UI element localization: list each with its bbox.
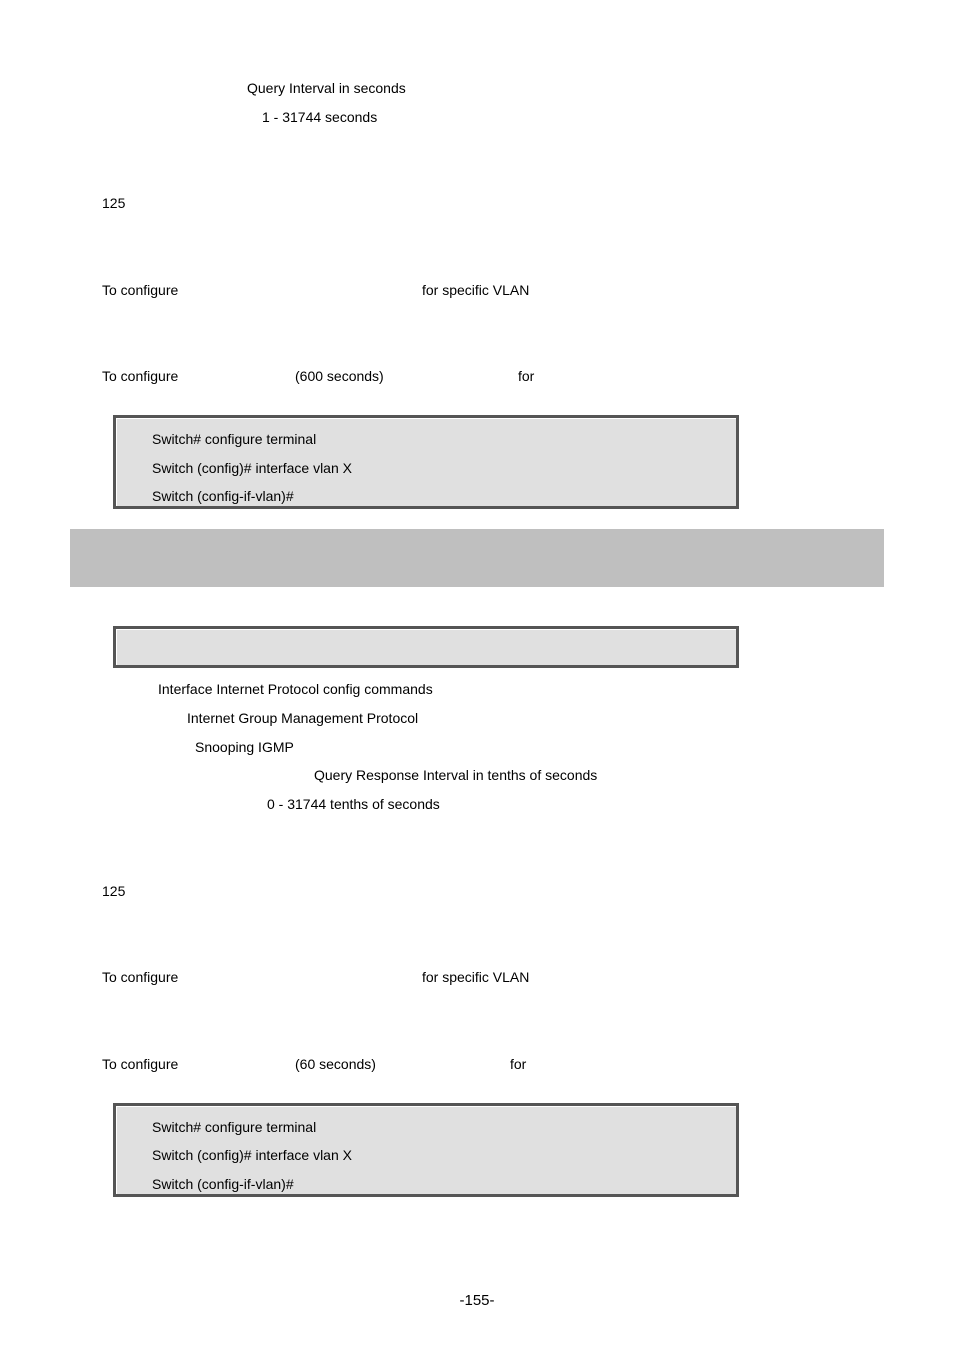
example-prefix: To configure bbox=[102, 1056, 179, 1072]
code-line: Switch (config-if-vlan)# bbox=[152, 488, 294, 504]
example-for: for bbox=[518, 368, 535, 384]
code-line: Switch (config)# interface vlan X bbox=[152, 1147, 352, 1163]
code-line: Switch (config)# interface vlan X bbox=[152, 460, 352, 476]
code-line: Switch# configure terminal bbox=[152, 1119, 317, 1135]
code-line: Switch (config-if-vlan)# bbox=[152, 1176, 294, 1192]
usage-prefix: To configure bbox=[102, 969, 179, 985]
param-description: Interface Internet Protocol config commands bbox=[158, 681, 433, 697]
section-heading-band bbox=[70, 529, 884, 587]
param-range: 0 - 31744 tenths of seconds bbox=[267, 796, 440, 812]
param-description: Snooping IGMP bbox=[195, 739, 294, 755]
example-value: (60 seconds) bbox=[295, 1056, 376, 1072]
default-value: 125 bbox=[102, 883, 126, 899]
example-code-box bbox=[113, 1103, 739, 1197]
param-description: Query Interval in seconds bbox=[247, 80, 406, 96]
usage-suffix: for specific VLAN bbox=[422, 282, 530, 298]
usage-prefix: To configure bbox=[102, 282, 179, 298]
param-description: Internet Group Management Protocol bbox=[187, 710, 419, 726]
code-line: Switch# configure terminal bbox=[152, 431, 317, 447]
example-prefix: To configure bbox=[102, 368, 179, 384]
example-value: (600 seconds) bbox=[295, 368, 384, 384]
default-value: 125 bbox=[102, 195, 126, 211]
usage-suffix: for specific VLAN bbox=[422, 969, 530, 985]
example-code-box bbox=[113, 415, 739, 509]
example-for: for bbox=[510, 1056, 527, 1072]
param-description: Query Response Interval in tenths of seconds bbox=[314, 767, 598, 783]
param-range: 1 - 31744 seconds bbox=[262, 109, 378, 125]
command-syntax-box bbox=[113, 626, 739, 668]
page-number: -155- bbox=[459, 1292, 495, 1309]
